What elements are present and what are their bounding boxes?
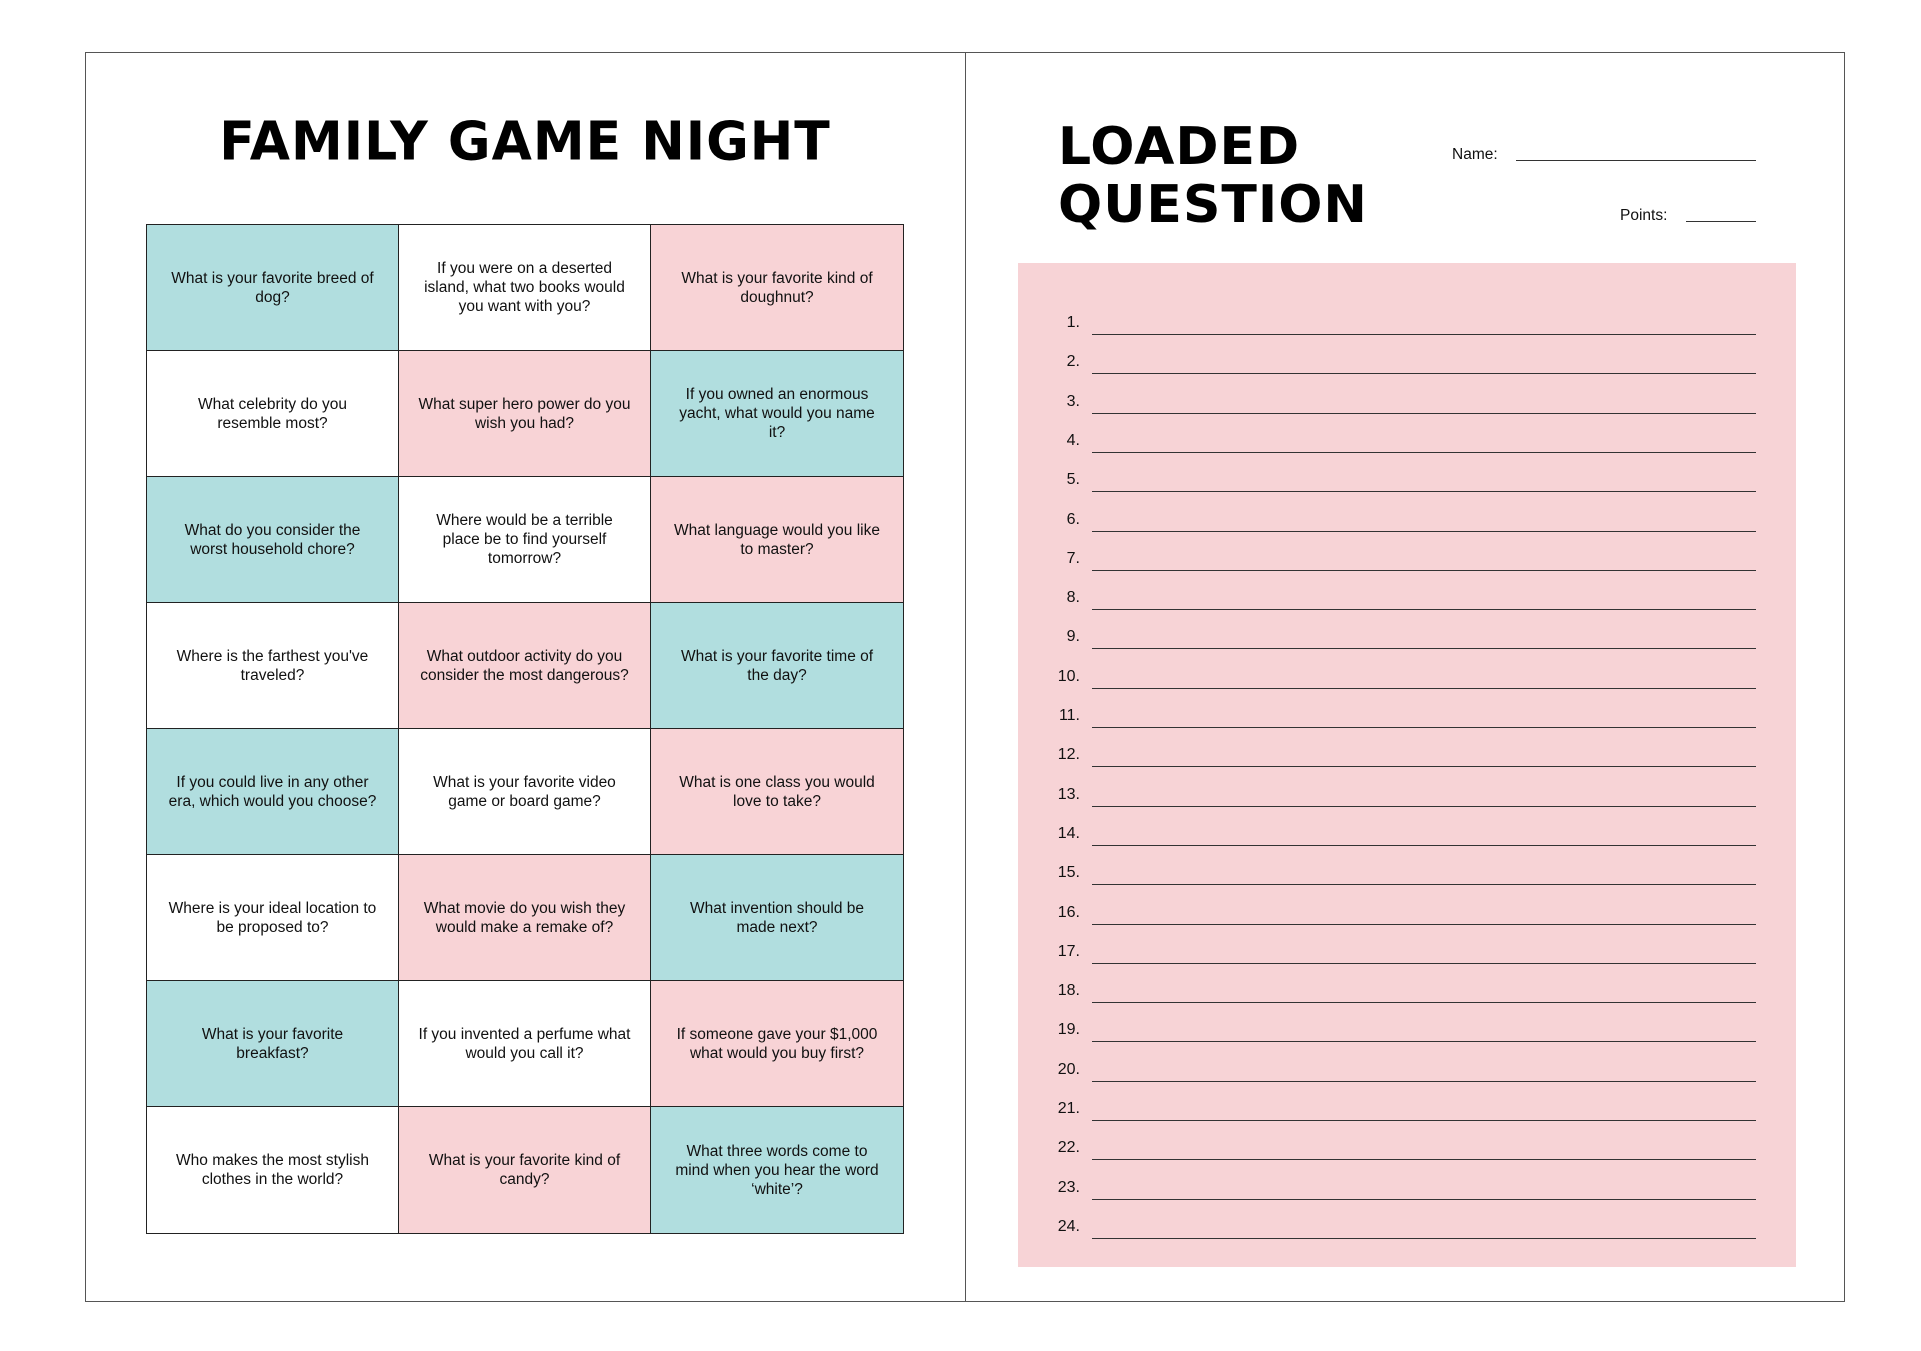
- answer-row: [1018, 511, 1796, 541]
- question-card-grid: [146, 224, 904, 1234]
- question-text: Where would be a terrible place be to find yourself tomorrow?: [436, 512, 613, 567]
- answer-row: [1018, 432, 1796, 462]
- question-card: [399, 729, 651, 855]
- answer-row: [1018, 825, 1796, 855]
- answer-line[interactable]: [1092, 648, 1756, 649]
- answer-number: 12.: [1057, 746, 1080, 764]
- answer-line[interactable]: [1092, 924, 1756, 925]
- question-card: [399, 1107, 651, 1233]
- answer-number: 3.: [1066, 392, 1080, 410]
- question-card: [147, 477, 399, 603]
- answer-number: 15.: [1057, 864, 1080, 882]
- answer-line[interactable]: [1092, 1002, 1756, 1003]
- question-card: [399, 225, 651, 351]
- answer-row: [1018, 471, 1796, 501]
- answer-line[interactable]: [1092, 570, 1756, 571]
- question-text: Where is the farthest you've traveled?: [176, 647, 369, 684]
- question-text: What is your favorite time of the day?: [680, 647, 874, 684]
- question-text: If you were on a deserted island, what two books would you want with you?: [424, 260, 625, 315]
- question-card: [399, 477, 651, 603]
- question-text: What three words come to mind when you hear the word ‘white’?: [675, 1142, 879, 1198]
- answer-line[interactable]: [1092, 1199, 1756, 1200]
- question-card: [399, 351, 651, 477]
- question-card: [651, 729, 903, 855]
- question-text: What celebrity do you resemble most?: [197, 395, 348, 432]
- answer-line[interactable]: [1092, 688, 1756, 689]
- question-text: What is your favorite kind of doughnut?: [681, 269, 873, 306]
- answer-line[interactable]: [1092, 373, 1756, 374]
- question-card: [147, 855, 399, 981]
- answer-number: 9.: [1066, 628, 1080, 646]
- question-card: [147, 603, 399, 729]
- answer-number: 16.: [1057, 903, 1080, 921]
- answer-row: [1018, 904, 1796, 934]
- question-card: [147, 351, 399, 477]
- answer-number: 4.: [1066, 431, 1080, 449]
- question-text: Who makes the most stylish clothes in the world?: [176, 1152, 369, 1188]
- question-text: What do you consider the worst household chore?: [184, 521, 361, 558]
- answer-number: 13.: [1057, 785, 1080, 803]
- answer-number: 23.: [1057, 1178, 1080, 1196]
- family-game-night-title: FAMILY GAME NIGHT: [219, 111, 831, 173]
- answer-row: [1018, 353, 1796, 383]
- answer-number: 11.: [1058, 707, 1080, 724]
- answer-line[interactable]: [1092, 334, 1756, 335]
- answer-number: 7.: [1066, 549, 1080, 567]
- answer-line[interactable]: [1092, 727, 1756, 728]
- answer-number: 21.: [1057, 1100, 1080, 1117]
- answer-number: 2.: [1066, 353, 1080, 371]
- answer-row: [1018, 314, 1796, 344]
- answer-number: 19.: [1057, 1021, 1080, 1039]
- answer-number: 14.: [1057, 824, 1080, 842]
- answer-number: 5.: [1066, 471, 1080, 489]
- loaded-question-title: [1058, 118, 1368, 234]
- question-text: If someone gave your $1,000 what would you buy first?: [676, 1025, 878, 1062]
- question-text: What is your favorite kind of candy?: [428, 1152, 621, 1188]
- answer-number: 10.: [1057, 667, 1080, 685]
- title-line-1: LOADED: [1058, 117, 1301, 177]
- answer-row: [1018, 707, 1796, 737]
- question-card: [147, 729, 399, 855]
- question-card: [651, 981, 903, 1107]
- question-text: What movie do you wish they would make a remake of?: [423, 899, 626, 936]
- question-card: [399, 603, 651, 729]
- answer-row: [1018, 746, 1796, 776]
- question-text: What super hero power do you wish you had?: [418, 395, 631, 432]
- answer-number: 22.: [1057, 1139, 1080, 1157]
- question-card: [399, 855, 651, 981]
- question-text: What is your favorite breed of dog?: [171, 269, 374, 306]
- answer-line[interactable]: [1092, 1081, 1756, 1082]
- answer-number: 18.: [1057, 982, 1080, 1000]
- question-card: [651, 225, 903, 351]
- question-card: [651, 1107, 903, 1233]
- answer-line[interactable]: [1092, 531, 1756, 532]
- answer-line[interactable]: [1092, 452, 1756, 453]
- answer-row: [1018, 943, 1796, 973]
- question-text: What outdoor activity do you consider the most dangerous?: [420, 647, 629, 684]
- answer-row: [1018, 1179, 1796, 1209]
- question-card: [651, 477, 903, 603]
- answer-line[interactable]: [1092, 413, 1756, 414]
- answer-number: 6.: [1066, 510, 1080, 528]
- question-text: If you invented a perfume what would you call it?: [418, 1025, 631, 1062]
- question-text: What is one class you would love to take?: [679, 773, 875, 810]
- answer-line[interactable]: [1092, 1238, 1756, 1239]
- answer-panel: [1018, 263, 1796, 1267]
- answer-number: 1.: [1066, 314, 1080, 331]
- question-card: [651, 855, 903, 981]
- answer-row: [1018, 1021, 1796, 1051]
- answer-line[interactable]: [1092, 1159, 1756, 1160]
- answer-line[interactable]: [1092, 806, 1756, 807]
- question-text: What is your favorite breakfast?: [201, 1025, 344, 1062]
- answer-line[interactable]: [1092, 1120, 1756, 1121]
- answer-line[interactable]: [1092, 963, 1756, 964]
- answer-row: [1018, 786, 1796, 816]
- answer-row: [1018, 393, 1796, 423]
- points-field-line[interactable]: [1686, 221, 1756, 222]
- name-field-line[interactable]: [1516, 160, 1756, 161]
- question-card: [399, 981, 651, 1107]
- question-text: What language would you like to master?: [674, 521, 880, 558]
- question-card: [651, 603, 903, 729]
- answer-row: [1018, 1139, 1796, 1169]
- answer-number: 20.: [1057, 1060, 1080, 1078]
- question-text: If you could live in any other era, which would you choose?: [168, 773, 377, 810]
- question-card: [651, 351, 903, 477]
- question-card: [147, 1107, 399, 1233]
- answer-row: [1018, 589, 1796, 619]
- answer-number: 24.: [1057, 1217, 1080, 1235]
- answer-row: [1018, 550, 1796, 580]
- answer-row: [1018, 982, 1796, 1012]
- answer-row: [1018, 864, 1796, 894]
- question-text: If you owned an enormous yacht, what would you name it?: [679, 386, 875, 441]
- question-text: Where is your ideal location to be proposed to?: [168, 899, 377, 936]
- title-line-2: QUESTION: [1058, 175, 1368, 235]
- answer-row: [1018, 1218, 1796, 1248]
- question-text: What invention should be made next?: [689, 899, 865, 936]
- answer-row: [1018, 668, 1796, 698]
- answer-number: 17.: [1057, 942, 1080, 960]
- page-divider: [965, 52, 966, 1302]
- answer-line[interactable]: [1092, 609, 1756, 610]
- answer-line[interactable]: [1092, 766, 1756, 767]
- question-text: What is your favorite video game or board game?: [433, 773, 616, 810]
- answer-line[interactable]: [1092, 491, 1756, 492]
- answer-line[interactable]: [1092, 1041, 1756, 1042]
- name-label: Name:: [1452, 146, 1498, 163]
- answer-row: [1018, 628, 1796, 658]
- answer-line[interactable]: [1092, 845, 1756, 846]
- question-card: [147, 225, 399, 351]
- answer-row: [1018, 1100, 1796, 1130]
- question-card: [147, 981, 399, 1107]
- answer-row: [1018, 1061, 1796, 1091]
- points-label: Points:: [1620, 207, 1668, 224]
- answer-line[interactable]: [1092, 884, 1756, 885]
- answer-number: 8.: [1066, 589, 1080, 607]
